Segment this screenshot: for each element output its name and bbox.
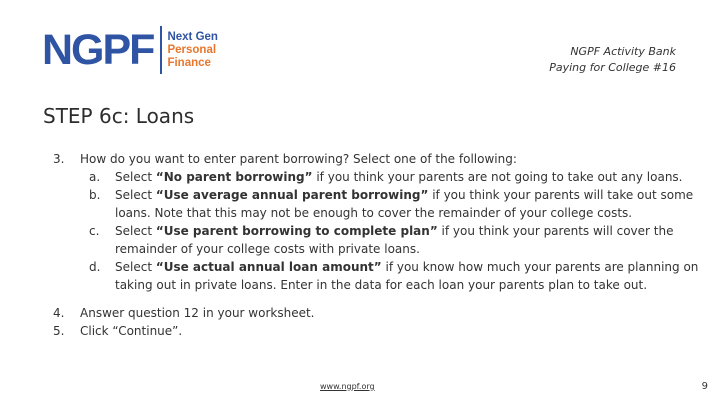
- option-a: [89, 168, 703, 186]
- option-prefix: Select: [115, 170, 156, 184]
- instructions-list: [53, 150, 703, 340]
- option-choice: “Use parent borrowing to complete plan”: [155, 224, 438, 238]
- logo-mark: NGPF: [42, 25, 154, 74]
- item-text: How do you want to enter parent borrowing? Select one of the following:: [80, 152, 517, 166]
- option-d: [89, 258, 703, 294]
- option-letter: c.: [89, 224, 100, 238]
- header-line-2: Paying for College #16: [549, 61, 676, 74]
- option-suffix: if you think your parents will take out some loans. Note that this may not be enough to cover the remainder of your college costs.: [115, 188, 694, 220]
- logo-divider: [160, 26, 162, 74]
- logo-word-2: Personal: [167, 43, 217, 56]
- list-item-5: [53, 322, 703, 340]
- ngpf-logo: [42, 24, 218, 76]
- slide-title: STEP 6c: Loans: [43, 104, 195, 128]
- option-prefix: Select: [115, 224, 156, 238]
- activity-header: [549, 44, 676, 76]
- header-line-1: NGPF Activity Bank: [570, 45, 676, 58]
- option-suffix: if you think your parents will cover the remainder of your college costs with private loans.: [115, 224, 674, 256]
- option-letter: d.: [89, 260, 101, 274]
- option-b: [89, 186, 703, 222]
- option-choice: “No parent borrowing”: [155, 170, 313, 184]
- page-number: 9: [701, 381, 708, 392]
- option-letter: a.: [89, 170, 101, 184]
- ngpf-website-link[interactable]: www.ngpf.org: [320, 382, 375, 391]
- item-text: Click “Continue”.: [80, 324, 183, 338]
- option-c: [89, 222, 703, 258]
- logo-word-3: Finance: [167, 56, 211, 69]
- item-number: 4.: [53, 306, 65, 320]
- logo-wordmark: [167, 31, 218, 70]
- option-suffix: if you know how much your parents are planning on taking out in private loans. Enter in the data for each loan your parents plan to take out.: [115, 260, 699, 292]
- list-item-4: [53, 304, 703, 322]
- option-prefix: Select: [115, 260, 156, 274]
- item-number: 5.: [53, 324, 65, 338]
- item-text: Answer question 12 in your worksheet.: [80, 306, 315, 320]
- option-prefix: Select: [115, 188, 156, 202]
- option-suffix: if you think your parents are not going to take out any loans.: [312, 170, 683, 184]
- logo-word-1: Next Gen: [167, 30, 218, 43]
- option-choice: “Use actual annual loan amount”: [155, 260, 382, 274]
- item-number: 3.: [53, 152, 65, 166]
- list-item-3: [53, 150, 703, 168]
- option-letter: b.: [89, 188, 101, 202]
- spacer: [53, 294, 703, 304]
- option-choice: “Use average annual parent borrowing”: [155, 188, 429, 202]
